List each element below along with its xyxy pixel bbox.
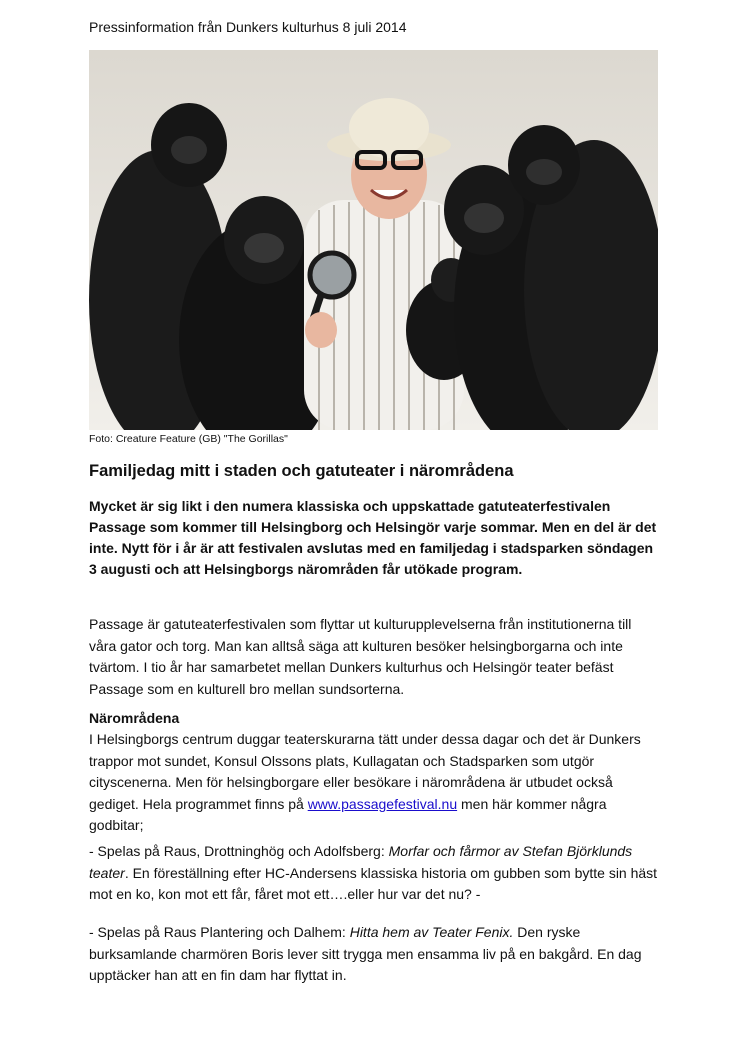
- section-subheading: Närområdena: [89, 710, 180, 726]
- photo-caption: Foto: Creature Feature (GB) "The Gorillas": [89, 433, 288, 445]
- item2-prefix: - Spelas på Raus Plantering och Dalhem:: [89, 924, 350, 940]
- item1-description: . En föreställning efter HC-Andersens klassiska historia om gubben som bytte sin häst mot en ko, kon mot ett får, fåret mot ett….eller hur var det nu? -: [89, 864, 658, 902]
- article-headline: Familjedag mitt i staden och gatuteater i närområdena: [89, 462, 514, 480]
- press-header: Pressinformation från Dunkers kulturhus 8 juli 2014: [89, 19, 407, 35]
- festival-link[interactable]: www.passagefestival.nu: [307, 795, 458, 812]
- section-body: [89, 729, 661, 837]
- article-intro: Passage är gatuteaterfestivalen som flyttar ut kulturupplevelserna från institutionerna till våra gator och torg. Man kan alltså säga att kulturen besöker helsingborgarna och inte tvärtom. I tio år har samarbetet mellan Dunkers kulturhus och Helsingör teater befäst Passage som en kulturell bro mellan sundsorterna.: [89, 616, 632, 697]
- body-text-after-link: men här kommer några godbitar;: [89, 795, 607, 833]
- body-text-before-link: I Helsingborgs centrum duggar teaterskurarna tätt under dessa dagar och det är Dunkers trappor mot sundet, Konsul Olssons plats, Kullagatan och Stadsparken som utgör cityscenerna. Men för helsingborgare eller besökare i närområdena är utbudet också gediget. Hela programmet finns på: [89, 731, 641, 812]
- item2-title: Hitta hem av Teater Fenix.: [349, 924, 514, 940]
- item1-prefix: - Spelas på Raus, Drottninghög och Adolfsberg:: [89, 843, 389, 859]
- program-item-1: [89, 841, 661, 906]
- item2-description: Den ryske burksamlande charmören Boris lever sitt trygga men ensamma liv på en bakgård. En dag upptäcker han att en fin dam har flyttat in.: [89, 924, 642, 983]
- article-lead: Mycket är sig likt i den numera klassiska och uppskattade gatuteaterfestivalen Passage som kommer till Helsingborg och Helsingör varje sommar. Men en del är det inte. Nytt för i år är att festivalen avslutas med en familjedag i stadsparken söndagen 3 augusti och att Helsingborgs närområden får utökade program.: [89, 498, 657, 577]
- item1-title: Morfar och fårmor av Stefan Björklunds teater: [89, 843, 633, 881]
- gorillas-photo: [89, 50, 658, 430]
- program-item-2: [89, 922, 661, 987]
